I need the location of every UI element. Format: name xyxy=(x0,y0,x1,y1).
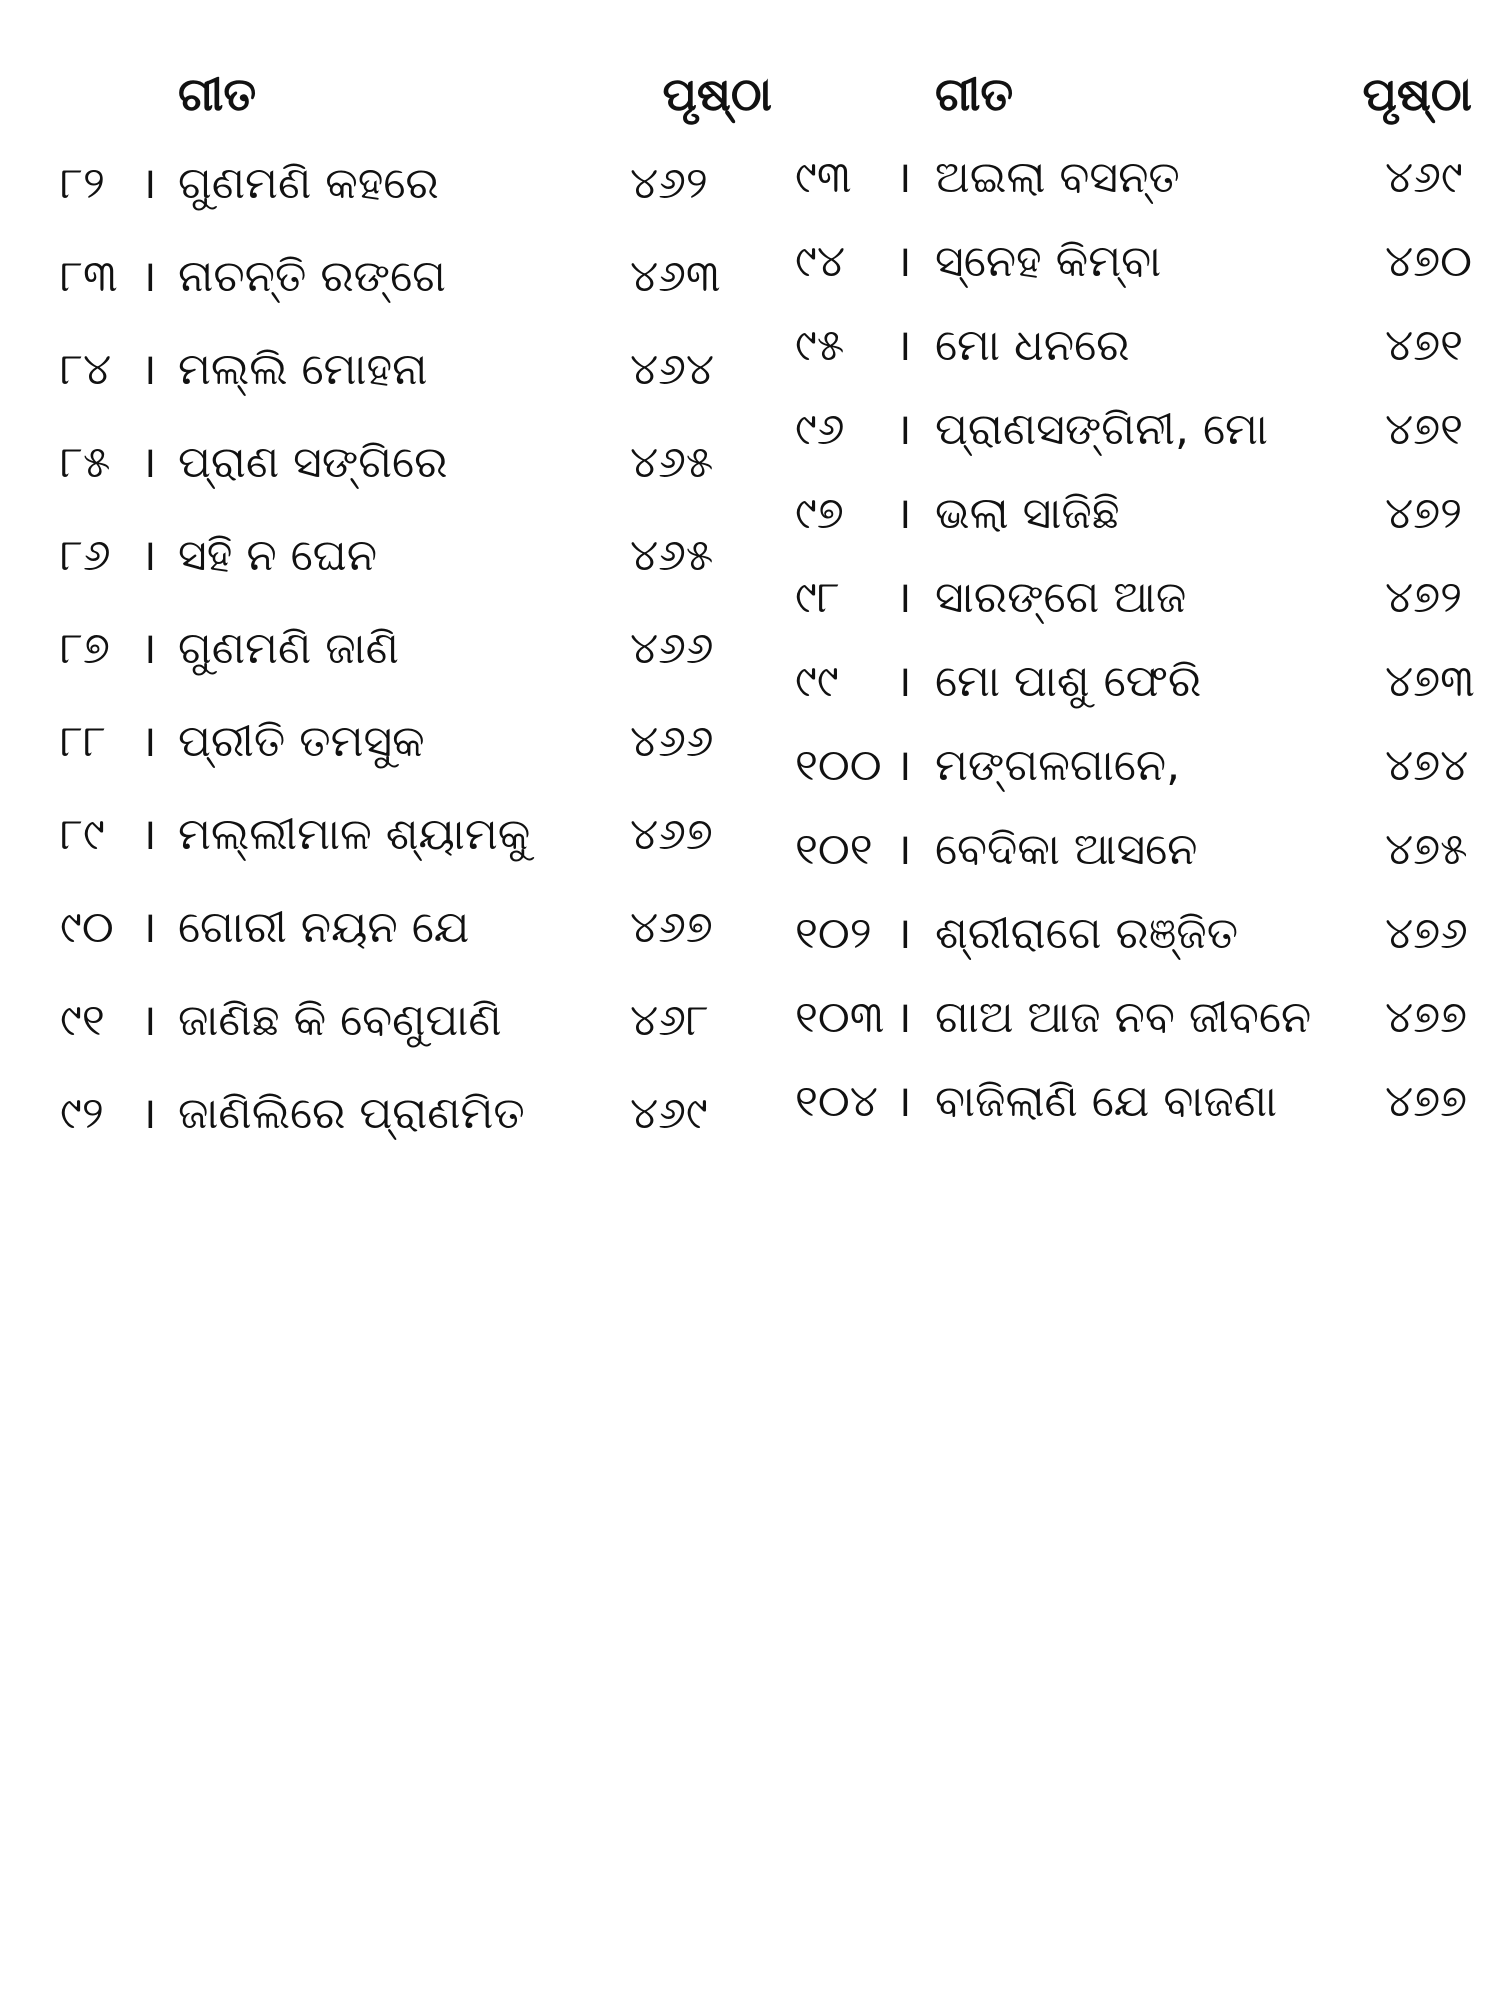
page-number: ୪୭୬ xyxy=(1385,908,1468,959)
song-number: ୧୦୦ xyxy=(795,740,882,791)
separator: । xyxy=(140,902,157,953)
toc-row xyxy=(795,988,1475,1072)
separator: । xyxy=(895,656,912,707)
toc-row xyxy=(795,484,1475,568)
page-number: ୪୬୫ xyxy=(630,530,714,581)
separator: । xyxy=(140,623,157,674)
separator: । xyxy=(140,158,157,209)
toc-row xyxy=(60,340,720,433)
song-number: ୯୭ xyxy=(795,488,844,539)
song-title: ବେଦିକା ଆସନେ xyxy=(935,824,1198,875)
separator: । xyxy=(140,809,157,860)
separator: । xyxy=(895,908,912,959)
song-title: ଶ୍ରୀରାଗେ ରଞ୍ଜିତ xyxy=(935,908,1239,959)
song-title: ବାଜିଲାଣି ଯେ ବାଜଣା xyxy=(935,1076,1278,1127)
separator: । xyxy=(895,404,912,455)
song-number: ୯୧ xyxy=(60,995,105,1046)
song-title: ସହି ନ ଘେନ xyxy=(178,530,378,581)
song-title: ମୋ ପାଶୁ ଫେରି xyxy=(935,656,1202,707)
song-title: ମୋ ଧନରେ xyxy=(935,320,1130,371)
song-number: ୮୫ xyxy=(60,437,111,488)
song-title: ପ୍ରାଣସଙ୍ଗିନୀ, ମୋ xyxy=(935,404,1268,455)
song-number: ୯୨ xyxy=(60,1088,104,1139)
toc-row xyxy=(795,316,1475,400)
song-number: ୯୬ xyxy=(795,404,845,455)
header-song-label: ଗୀତ xyxy=(935,67,1014,121)
toc-column-right xyxy=(795,62,1475,1156)
song-number: ୮୮ xyxy=(60,716,106,767)
separator: । xyxy=(140,1088,157,1139)
song-number: ୯୦ xyxy=(60,902,114,953)
header-page-label: ପୃଷ୍ଠା xyxy=(1362,67,1472,121)
song-title: ଜାଣିଛ କି ବେଣୁପାଣି xyxy=(178,995,502,1046)
song-number: ୯୮ xyxy=(795,572,840,623)
separator: । xyxy=(895,236,912,287)
song-title: ଗୁଣମଣି କହରେ xyxy=(178,158,439,209)
song-number: ୮୬ xyxy=(60,530,111,581)
page-number: ୪୬୯ xyxy=(1385,152,1463,203)
song-number: ୧୦୩ xyxy=(795,992,885,1043)
song-title: ଭଲା ସାଜିଛି xyxy=(935,488,1120,539)
toc-row xyxy=(60,526,720,619)
song-number: ୮୯ xyxy=(60,809,105,860)
song-title: ପ୍ରାଣ ସଙ୍ଗିରେ xyxy=(178,437,448,488)
song-number: ୮୭ xyxy=(60,623,110,674)
page-number: ୪୬୭ xyxy=(630,809,713,860)
page-number: ୪୬୫ xyxy=(630,437,714,488)
separator: । xyxy=(895,740,912,791)
song-title: ପ୍ରୀତି ତମସୁକ xyxy=(178,716,425,767)
separator: । xyxy=(140,530,157,581)
page-number: ୪୭୭ xyxy=(1385,1076,1468,1127)
page-number: ୪୬୮ xyxy=(630,995,709,1046)
page-number: ୪୭୧ xyxy=(1385,320,1464,371)
song-title: ମଲ୍ଲି ମୋହନା xyxy=(178,344,428,395)
toc-row xyxy=(795,904,1475,988)
song-number: ୯୩ xyxy=(795,152,852,203)
toc-column-left xyxy=(60,62,772,1177)
toc-row xyxy=(60,1084,720,1177)
song-title: ସାରଙ୍ଗେ ଆଜ xyxy=(935,572,1187,623)
toc-row xyxy=(60,154,720,247)
page-number: ୪୬୬ xyxy=(630,716,714,767)
song-title: ନାଚନ୍ତି ରଙ୍ଗେ xyxy=(178,251,446,302)
header-song-label: ଗୀତ xyxy=(178,67,257,121)
page-number: ୪୭୭ xyxy=(1385,992,1468,1043)
page-number: ୪୭୪ xyxy=(1385,740,1469,791)
toc-row xyxy=(60,433,720,526)
separator: । xyxy=(895,572,912,623)
toc-row xyxy=(795,148,1475,232)
song-number: ୧୦୧ xyxy=(795,824,873,875)
separator: । xyxy=(140,995,157,1046)
page-number: ୪୭୫ xyxy=(1385,824,1468,875)
page-number: ୪୬୪ xyxy=(630,344,715,395)
page-number: ୪୬୭ xyxy=(630,902,713,953)
page-number: ୪୬୯ xyxy=(630,1088,708,1139)
separator: । xyxy=(895,488,912,539)
page-number: ୪୭୧ xyxy=(1385,404,1464,455)
song-title: ମଙ୍ଗଳଗାନେ, xyxy=(935,740,1181,791)
song-number: ୮୨ xyxy=(60,158,105,209)
song-number: ୧୦୪ xyxy=(795,1076,878,1127)
song-number: ୧୦୨ xyxy=(795,908,872,959)
toc-row xyxy=(795,736,1475,820)
toc-row xyxy=(60,898,720,991)
separator: । xyxy=(140,251,157,302)
song-number: ୮୪ xyxy=(60,344,112,395)
page-number: ୪୭୨ xyxy=(1385,488,1463,539)
song-title: ମଲ୍ଲୀମାଳ ଶ୍ୟାମକୁ xyxy=(178,809,531,860)
separator: । xyxy=(140,437,157,488)
toc-row xyxy=(795,568,1475,652)
separator: । xyxy=(140,716,157,767)
column-header xyxy=(60,62,772,142)
toc-row xyxy=(60,712,720,805)
toc-row xyxy=(795,1072,1475,1156)
song-number: ୯୪ xyxy=(795,236,846,287)
page-number: ୪୬୨ xyxy=(630,158,708,209)
toc-list xyxy=(60,154,720,1177)
song-number: ୮୩ xyxy=(60,251,118,302)
toc-row xyxy=(795,232,1475,316)
toc-row xyxy=(60,991,720,1084)
page-number: ୪୭୩ xyxy=(1385,656,1475,707)
toc-row xyxy=(60,805,720,898)
song-title: ଗୋରୀ ନୟନ ଯେ xyxy=(178,902,470,953)
song-title: ଅଇଲା ବସନ୍ତ xyxy=(935,152,1180,203)
separator: । xyxy=(895,320,912,371)
separator: । xyxy=(895,992,912,1043)
separator: । xyxy=(895,824,912,875)
toc-row xyxy=(795,400,1475,484)
toc-row xyxy=(60,619,720,712)
page-number: ୪୭୦ xyxy=(1385,236,1472,287)
separator: । xyxy=(895,1076,912,1127)
song-title: ସ୍ନେହ କିମ୍ବା xyxy=(935,236,1162,287)
toc-list xyxy=(795,148,1475,1156)
song-title: ଗାଅ ଆଜ ନବ ଜୀବନେ xyxy=(935,992,1312,1043)
column-header xyxy=(795,62,1475,142)
song-number: ୯୫ xyxy=(795,320,845,371)
toc-row xyxy=(795,820,1475,904)
toc-row xyxy=(795,652,1475,736)
page-number: ୪୬୩ xyxy=(630,251,721,302)
page-number: ୪୬୬ xyxy=(630,623,714,674)
separator: । xyxy=(895,152,912,203)
song-title: ଗୁଣମଣି ଜାଣି xyxy=(178,623,399,674)
toc-row xyxy=(60,247,720,340)
header-page-label: ପୃଷ୍ଠା xyxy=(662,67,772,121)
song-number: ୯୯ xyxy=(795,656,839,707)
page-number: ୪୭୨ xyxy=(1385,572,1463,623)
separator: । xyxy=(140,344,157,395)
song-title: ଜାଣିଲିରେ ପ୍ରାଣମିତ xyxy=(178,1088,525,1139)
